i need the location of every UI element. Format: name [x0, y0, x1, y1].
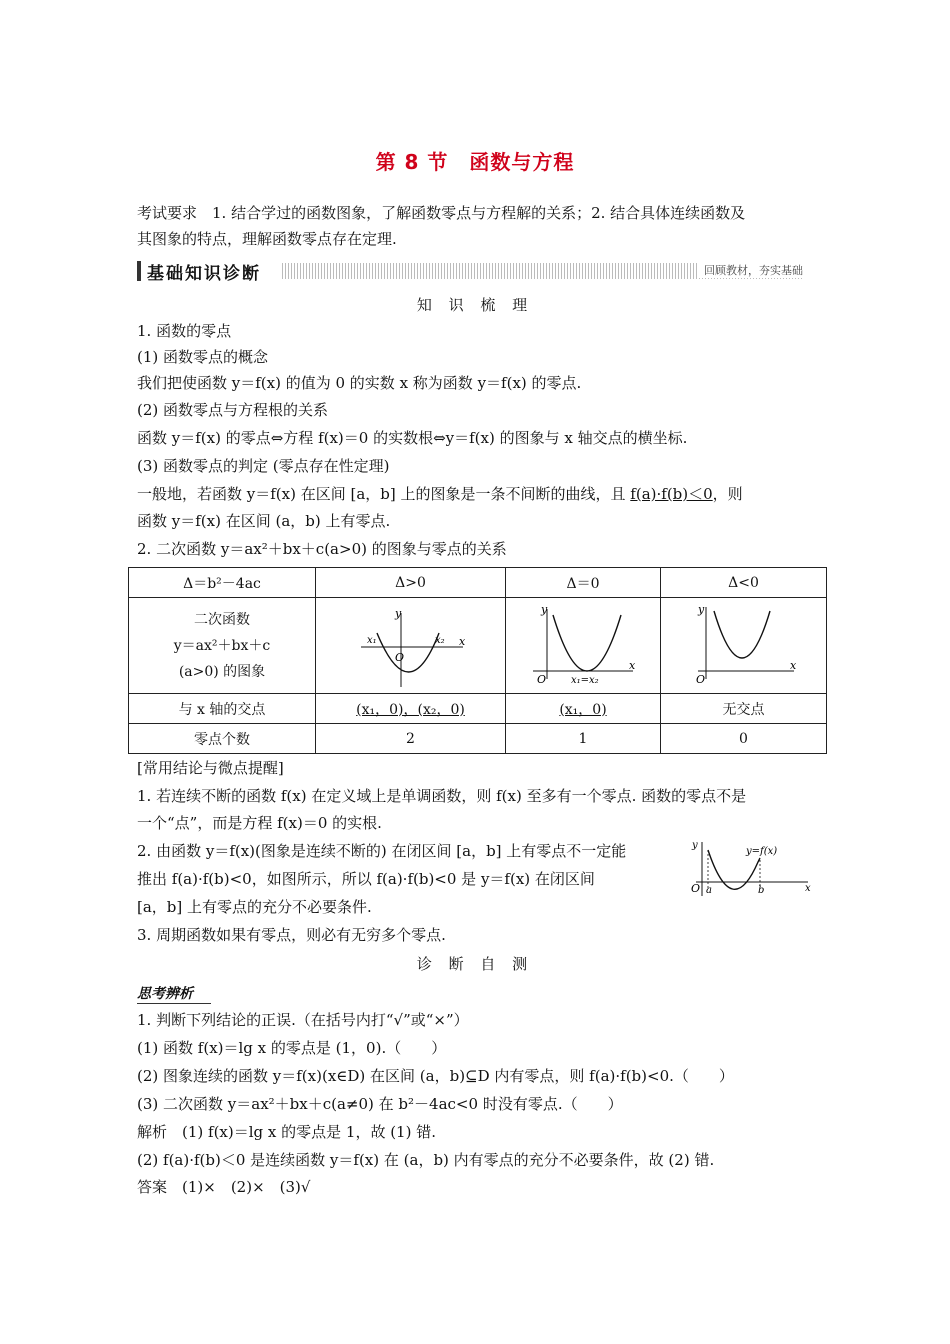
text-line: 一个“点”，而是方程 f(x)＝0 的实根. — [137, 814, 382, 832]
table-row — [129, 724, 827, 754]
tips-heading: [常用结论与微点提醒] — [137, 759, 284, 777]
x-axis-label: x — [629, 658, 636, 672]
origin-label: O — [691, 882, 701, 895]
table-cell: Δ>0 — [316, 568, 506, 598]
root-x2-label: x₂ — [434, 634, 445, 646]
text-line: 1. 判断下列结论的正误.（在括号内打“√”或“×”） — [137, 1011, 469, 1029]
y-axis-label: y — [692, 840, 698, 851]
table-cell — [316, 598, 506, 694]
text-line: (2) 图象连续的函数 y＝f(x)(x∈D) 在区间 (a，b)⊆D 内有零点，则 f(a)·f(b)<0.（ ） — [137, 1067, 734, 1085]
graph-row-label: y＝ax²＋bx＋c — [173, 637, 271, 654]
requirements-line-2: 其图象的特点，理解函数零点存在定理. — [137, 230, 397, 248]
theorem-line — [137, 484, 743, 504]
x-axis-label: x — [458, 634, 465, 648]
table-cell — [661, 598, 827, 694]
table-cell: Δ＝b²－4ac — [129, 568, 316, 598]
quadratic-heading: 2. 二次函数 y＝ax²＋bx＋c(a>0) 的图象与零点的关系 — [137, 540, 507, 558]
table-cell: 无交点 — [661, 694, 827, 724]
text-line: 我们把使函数 y＝f(x) 的值为 0 的实数 x 称为函数 y＝f(x) 的零点. — [137, 374, 582, 392]
text-line: 1. 若连续不断的函数 f(x) 在定义域上是单调函数，则 f(x) 至多有一个零点. 函数的零点不是 — [137, 787, 747, 805]
text-line: 1. 函数的零点 — [137, 322, 232, 340]
x-axis-label: x — [789, 658, 796, 672]
text-line: 推出 f(a)·f(b)<0，如图所示，所以 f(a)·f(b)<0 是 y＝f(x) 在闭区间 — [137, 870, 595, 888]
text-line: 2. 由函数 y＝f(x)(图象是连续不断的) 在闭区间 [a，b] 上有零点不一定能 — [137, 842, 627, 860]
origin-label: O — [394, 650, 404, 664]
requirements-line-1: 考试要求 1. 结合学过的函数图象，了解函数零点与方程解的关系；2. 结合具体连续函数及 — [137, 204, 746, 222]
parabola-curve — [553, 615, 621, 671]
section-banner — [137, 259, 813, 283]
parabola-curve — [377, 633, 439, 672]
text-line: 函数 y＝f(x) 的零点⇔方程 f(x)＝0 的实数根⇔y＝f(x) 的图象与 x 轴交点的横坐标. — [137, 429, 688, 447]
banner-title: 基础知识诊断 — [147, 264, 261, 284]
text-line: (1) 函数 f(x)＝lg x 的零点是 (1，0).（ ） — [137, 1039, 447, 1057]
knowledge-heading: 知 识 梳 理 — [416, 296, 534, 314]
parabola-no-root-graph — [684, 603, 804, 689]
table-cell: 与 x 轴的交点 — [129, 694, 316, 724]
parabola-curve — [714, 611, 770, 658]
table-cell — [316, 694, 506, 724]
intersect-value: (x₁，0)，(x₂，0) — [356, 701, 465, 718]
intersect-value: (x₁，0) — [559, 701, 607, 718]
table-row — [129, 568, 827, 598]
table-row — [129, 598, 827, 694]
zeros-table — [128, 567, 827, 754]
table-cell: Δ＝0 — [506, 568, 661, 598]
theorem-text-end: ，则 — [712, 485, 743, 503]
theorem-text: 一般地，若函数 y＝f(x) 在区间 [a，b] 上的图象是一条不间断的曲线，且 — [137, 485, 631, 503]
page-title: 第 8 节 函数与方程 — [375, 150, 575, 174]
parabola-double-root-graph — [523, 603, 643, 689]
root-x1-label: x₁ — [366, 634, 377, 646]
double-root-label: x₁=x₂ — [571, 674, 599, 686]
table-cell — [129, 598, 316, 694]
table-cell: 零点个数 — [129, 724, 316, 754]
zero-counterexample-figure — [688, 838, 814, 898]
text-line: (2) f(a)·f(b)＜0 是连续函数 y＝f(x) 在 (a，b) 内有零点的充分不必要条件，故 (2) 错. — [137, 1151, 715, 1169]
answer-line: 答案 (1)× (2)× (3)√ — [137, 1178, 311, 1196]
banner-tag: 回顾教材，夯实基础 — [698, 262, 809, 278]
y-axis-label: y — [394, 606, 401, 620]
y-axis-label: y — [697, 602, 704, 616]
b-label: b — [758, 885, 765, 896]
parabola-two-roots-graph — [351, 603, 471, 689]
table-cell: 0 — [661, 724, 827, 754]
table-cell — [506, 694, 661, 724]
banner-bar — [137, 261, 141, 281]
thinking-tag: 思考辨析 — [137, 983, 211, 1004]
text-line: 解析 (1) f(x)＝lg x 的零点是 1，故 (1) 错. — [137, 1123, 436, 1141]
text-line: (3) 二次函数 y＝ax²＋bx＋c(a≠0) 在 b²－4ac<0 时没有零点.（ ） — [137, 1095, 623, 1113]
diagnosis-heading: 诊 断 自 测 — [416, 955, 534, 973]
text-line: (3) 函数零点的判定 (零点存在性定理) — [137, 457, 390, 475]
theorem-line-2: 函数 y＝f(x) 在区间 (a，b) 上有零点. — [137, 512, 391, 530]
table-cell: 1 — [506, 724, 661, 754]
x-axis-label: x — [805, 883, 811, 894]
origin-label: O — [537, 672, 547, 686]
a-label: a — [706, 885, 712, 896]
text-line: (2) 函数零点与方程根的关系 — [137, 401, 329, 419]
curve-label: y=f(x) — [746, 846, 778, 857]
origin-label: O — [695, 672, 705, 686]
table-cell: Δ<0 — [661, 568, 827, 598]
text-line: [a，b] 上有零点的充分不必要条件. — [137, 898, 372, 916]
text-line: 3. 周期函数如果有零点，则必有无穷多个零点. — [137, 926, 446, 944]
table-row — [129, 694, 827, 724]
table-cell: 2 — [316, 724, 506, 754]
graph-row-label: (a>0) 的图象 — [178, 663, 266, 680]
y-axis-label: y — [541, 602, 548, 616]
table-cell — [506, 598, 661, 694]
graph-row-label: 二次函数 — [194, 611, 250, 628]
theorem-condition: f(a)·f(b)＜0 — [630, 485, 713, 503]
text-line: (1) 函数零点的概念 — [137, 348, 269, 366]
